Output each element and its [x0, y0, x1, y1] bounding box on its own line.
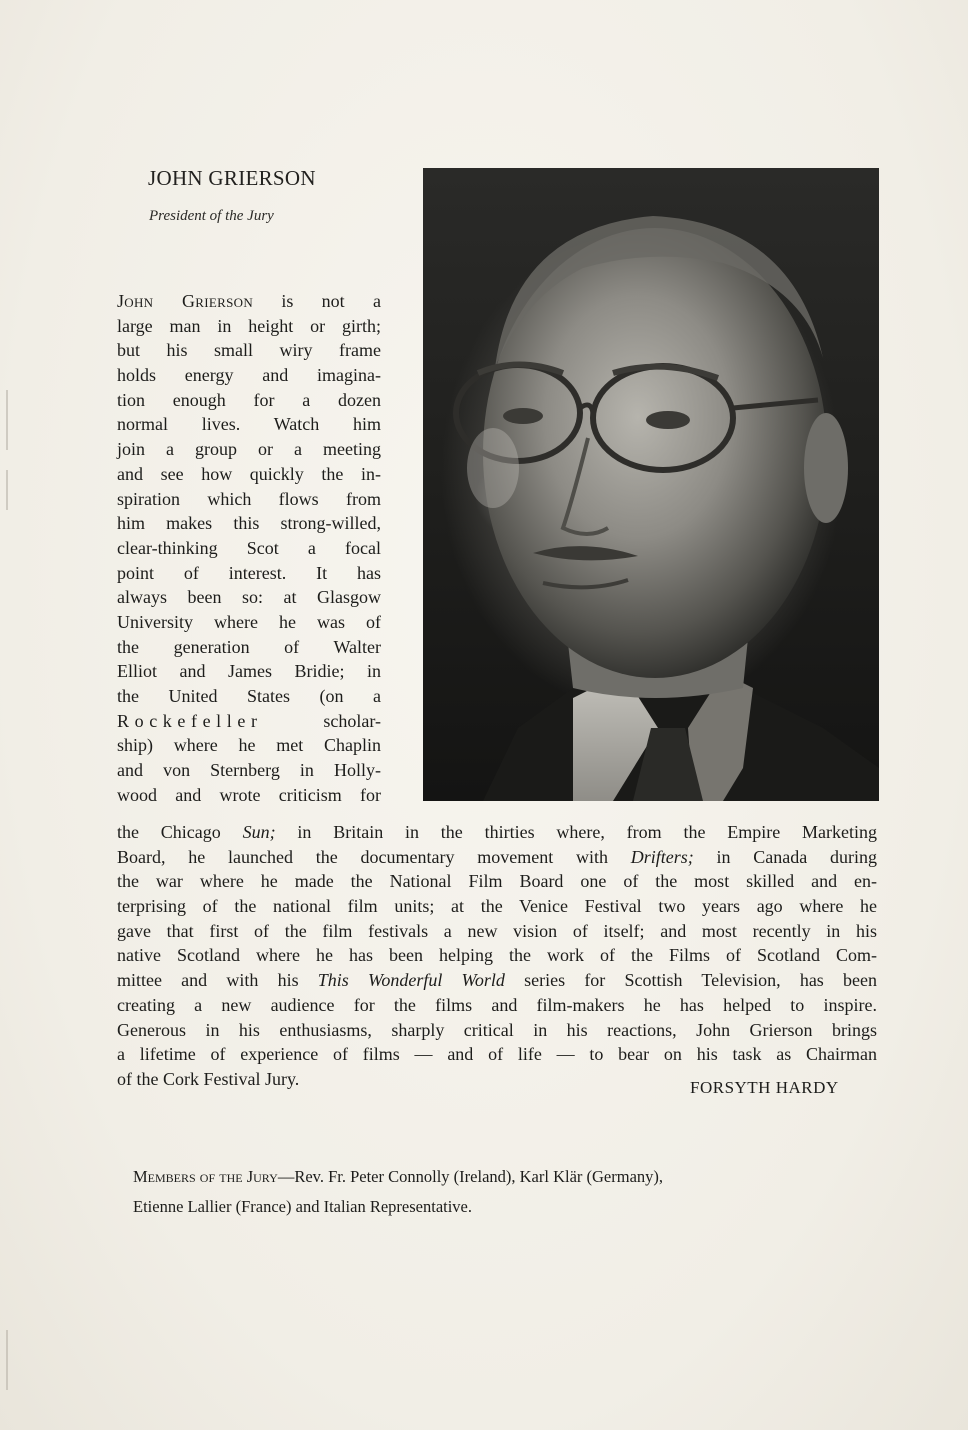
bio-line: and von Sternberg in Holly-	[117, 760, 381, 781]
bio-line: tion enough for a dozen	[117, 389, 381, 410]
bio-line: the United States (on a	[117, 686, 381, 706]
bio-line: terprising of the national film units; at the Venice Festival two years ago where he	[117, 896, 877, 917]
jury-members	[133, 1162, 879, 1222]
bio-line: but his small wiry frame	[117, 340, 381, 361]
jury-members-line: Etienne Lallier (France) and Italian Representative.	[133, 1197, 473, 1216]
bio-line: clear-thinking Scot a focal	[117, 537, 381, 558]
bio-full-text	[117, 820, 877, 1092]
bio-line: join a group or a meeting	[117, 439, 381, 460]
bio-line: creating a new audience for the films and film-makers he has helped to inspire.	[117, 994, 877, 1015]
bio-line: John Grierson is not a	[117, 291, 381, 311]
bio-line: of the Cork Festival Jury.	[117, 1068, 300, 1089]
bio-line: holds energy and imagina-	[117, 365, 381, 386]
page-subtitle: President of the Jury	[149, 208, 274, 224]
bio-line: Board, he launched the documentary movement with Drifters; in Canada during	[117, 846, 877, 867]
bio-line: large man in height or girth;	[117, 315, 381, 336]
bio-line: the generation of Walter	[117, 636, 381, 657]
bio-line: a lifetime of experience of films — and of life — to bear on his task as Chairman	[117, 1044, 877, 1065]
page-edge-mark	[6, 470, 8, 510]
bio-line: and see how quickly the in-	[117, 463, 381, 484]
bio-line: native Scotland where he has been helping the work of the Films of Scotland Com-	[117, 945, 877, 966]
author-signature: FORSYTH HARDY	[690, 1078, 839, 1097]
bio-line: spiration which flows from	[117, 488, 381, 509]
bio-line: normal lives. Watch him	[117, 414, 381, 435]
jury-members-text: —Rev. Fr. Peter Connolly (Ireland), Karl Klär (Germany),	[277, 1167, 664, 1186]
bio-line: the war where he made the National Film Board one of the most skilled and en-	[117, 871, 877, 892]
rockefeller-word: Rockefeller	[117, 710, 263, 731]
page-edge-mark	[6, 1330, 8, 1390]
bio-line: Generous in his enthusiasms, sharply critical in his reactions, John Grierson brings	[117, 1019, 877, 1040]
page-edge-mark	[6, 390, 8, 450]
bio-line: Elliot and James Bridie; in	[117, 661, 381, 682]
bio-line: him makes this strong-willed,	[117, 513, 381, 534]
bio-line: the Chicago Sun; in Britain in the thirties where, from the Empire Marketing	[117, 822, 878, 842]
jury-members-line	[133, 1162, 879, 1192]
bio-lead-name: John Grierson	[117, 291, 254, 311]
bio-line: University where he was of	[117, 611, 381, 632]
bio-line: point of interest. It has	[117, 562, 381, 583]
bio-line: Rockefeller scholar-	[117, 710, 381, 731]
bio-line: wood and wrote criticism for	[117, 784, 381, 805]
portrait-drawing	[423, 168, 879, 801]
jury-members-label: Members of the Jury	[133, 1167, 278, 1186]
bio-line: gave that first of the film festivals a new vision of itself; and most recently in his	[117, 920, 877, 941]
portrait-photo	[423, 168, 879, 801]
bio-line: mittee and with his This Wonderful World series for Scottish Television, has been	[117, 970, 878, 991]
bio-column-text	[117, 289, 381, 807]
bio-line: ship) where he met Chaplin	[117, 735, 381, 756]
page-title: JOHN GRIERSON	[148, 166, 316, 190]
bio-line: always been so: at Glasgow	[117, 587, 381, 608]
